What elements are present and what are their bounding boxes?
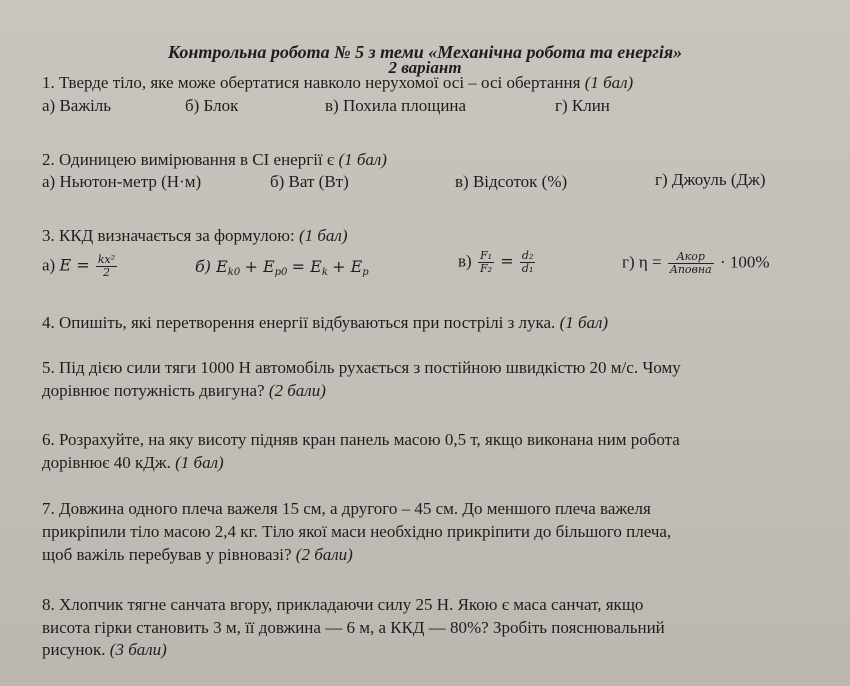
question-7-line-3: щоб важіль перебував у рівновазі? (2 бали) — [42, 545, 353, 564]
question-4 — [42, 313, 608, 333]
question-5-line-2: дорівнює потужність двигуна? (2 бали) — [42, 381, 326, 400]
question-6-line-1: 6. Розрахуйте, на яку висоту підняв кран панель масою 0,5 т, якщо виконана ним робота — [42, 430, 680, 449]
question-5-points: (2 бали) — [268, 381, 326, 400]
q3-option-c: в) $\frac{\text{F₁}}{\text{F₂}}$ = $\frac{\text{d₂}}{\text{d₁}}$ — [458, 249, 534, 275]
question-6-line-2: дорівнює 40 кДж. (1 бал) — [42, 453, 224, 472]
question-6-points: (1 бал) — [175, 453, 224, 472]
q2-option-c: в) Відсоток (%) — [455, 172, 568, 191]
question-2-text: 2. Одиницею вимірювання в СІ енергії є — [42, 150, 335, 169]
q3-a-fraction: $\frac{\text{kx²}}{2}$ — [97, 253, 116, 279]
q2-option-b: б) Ват (Вт) — [270, 172, 349, 191]
q1-option-a: а) Важіль — [42, 96, 112, 115]
question-8-line-1: 8. Хлопчик тягне санчата вгору, прикладаючи силу 25 Н. Якою є маса санчат, якщо — [42, 595, 644, 614]
q3-option-b: б) $E_{k0} + E_{p0} = E_k + E_p$ — [195, 257, 369, 278]
question-3 — [42, 226, 348, 246]
q3-option-a: а) E = $\frac{\text{kx²}}{2}$ — [42, 253, 116, 279]
question-1-text: 1. Тверде тіло, яке може обертатися навколо нерухомої осі – осі обертання — [42, 73, 581, 92]
q1-option-d: г) Клин — [555, 96, 610, 115]
question-5-line-1: 5. Під дією сили тяги 1000 Н автомобіль рухається з постійною швидкістю 20 м/с. Чому — [42, 358, 681, 377]
q3-option-d: г) η = $\frac{\text{Aкор}}{\text{Aповна}}$ · 100% — [622, 250, 770, 276]
question-2 — [42, 150, 387, 170]
question-3-text: 3. ККД визначається за формулою: — [42, 226, 295, 245]
q2-option-d: г) Джоуль (Дж) — [655, 170, 766, 189]
question-1 — [42, 73, 633, 93]
question-7-line-1: 7. Довжина одного плеча важеля 15 см, а другого – 45 см. До меншого плеча важеля — [42, 499, 651, 518]
question-2-points: (1 бал) — [338, 150, 387, 169]
question-4-text: 4. Опишіть, які перетворення енергії відбуваються при пострілі з лука. — [42, 313, 556, 332]
question-7-line-2: прикріпили тіло масою 2,4 кг. Тіло якої маси необхідно прикріпити до більшого плеча, — [42, 522, 672, 541]
variant-label: 2 варіант — [388, 58, 462, 77]
question-3-points: (1 бал) — [298, 226, 348, 245]
q1-option-c: в) Похила площина — [325, 96, 467, 115]
question-8-line-3: рисунок. (3 бали) — [42, 640, 167, 659]
question-8-line-2: висота гірки становить 3 м, її довжина — 6 м, а ККД — 80%? Зробіть пояснювальний — [42, 618, 665, 637]
page-title: Контрольна робота № 5 з теми «Механічна робота та енергія» — [167, 42, 683, 62]
q1-option-b: б) Блок — [185, 96, 239, 115]
question-7-points: (2 бали) — [295, 545, 353, 564]
question-1-points: (1 бал) — [584, 73, 634, 92]
q2-option-a: а) Ньютон-метр (Н·м) — [42, 172, 202, 191]
question-8-points: (3 бали) — [109, 640, 167, 659]
question-4-points: (1 бал) — [559, 313, 609, 332]
